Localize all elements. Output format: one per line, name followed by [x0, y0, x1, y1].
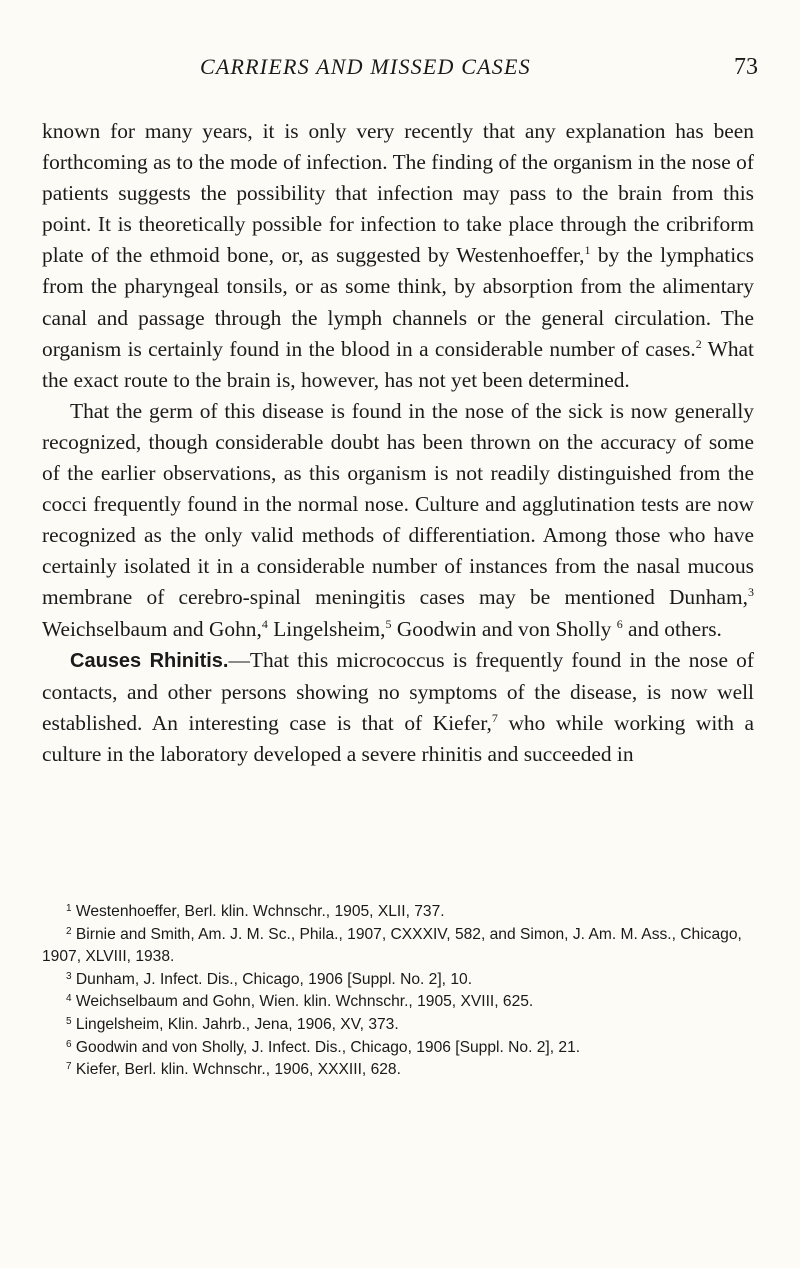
- footnote-ref-5[interactable]: 5: [385, 616, 392, 631]
- footnote-text: Lingelsheim, Klin. Jahrb., Jena, 1906, XV, 373.: [75, 1015, 399, 1033]
- running-head: [0, 54, 800, 84]
- paragraph-text: who while working with a culture in the laboratory developed a severe rhinitis and succeeded in: [42, 710, 755, 766]
- footnote-ref-3[interactable]: 3: [748, 585, 754, 600]
- running-title: CARRIERS AND MISSED CASES: [200, 54, 531, 79]
- footnote-text: Goodwin and von Sholly, J. Infect. Dis., Chicago, 1906 [Suppl. No. 2], 21.: [75, 1038, 581, 1056]
- paragraph-route-of-infection: [42, 116, 754, 396]
- footnote-ref-2[interactable]: 2: [695, 336, 702, 351]
- footnote-mark: 1: [66, 903, 72, 914]
- footnotes: [42, 901, 754, 1082]
- paragraph-text: and others.: [622, 616, 722, 641]
- footnote-mark: 5: [66, 1015, 72, 1027]
- footnote-2: [42, 924, 754, 969]
- paragraph-text: —That this micrococcus is frequently found in the nose of contacts, and other persons showing no symptoms of the disease, is now well established. An interesting case is that of Kiefer,: [42, 647, 754, 735]
- footnote-text: Westenhoeffer, Berl. klin. Wchnschr., 1905, XLII, 737.: [75, 903, 445, 920]
- paragraph-text: Goodwin and von Sholly: [391, 616, 617, 641]
- paragraph-text: That the germ of this disease is found in the nose of the sick is now generally recognized, though considerable doubt has been thrown on the accuracy of some of the earlier observations, as this organism is not readily distinguished from the cocci frequently found in the normal nose. Culture and agglutination tests are now recognized as the only valid methods of differentiation. Among those who have certainly isolated it in a considerable number of instances from the nasal mucous membrane of cerebro-spinal meningitis cases may be mentioned Dunham,: [42, 398, 754, 610]
- paragraph-text: known for many years, it is only very recently that any explanation has been forthcoming as to the mode of infection. The finding of the organism in the nose of patients suggests the possibility that infection may pass to the brain from this point. It is theoretically possible for infection to take place through the cribriform plate of the ethmoid bone, or, as suggested by Westenhoeffer,: [42, 119, 754, 268]
- footnote-ref-4[interactable]: 4: [261, 616, 268, 631]
- footnote-1: [42, 901, 754, 924]
- footnote-text: Birnie and Smith, Am. J. M. Sc., Phila., 1907, CXXXIV, 582, and Simon, J. Am. M. Ass., Chicago, 1907, XLVIII, 1938.: [42, 925, 742, 966]
- footnote-text: Dunham, J. Infect. Dis., Chicago, 1906 [Suppl. No. 2], 10.: [75, 970, 473, 988]
- section-heading: Causes Rhinitis.: [70, 649, 229, 672]
- paragraph-text: What the exact route to the brain is, however, has not yet been determined.: [42, 336, 754, 392]
- paragraph-text: by the lymphatics from the pharyngeal tonsils, or as some think, by absorption from the alimentary canal and passage through the lymph channels or the general circulation. The organism is certainly found in the blood in a considerable number of cases.: [42, 243, 754, 361]
- footnote-mark: 3: [66, 970, 72, 982]
- footnote-text: Weichselbaum and Gohn, Wien. klin. Wchnschr., 1905, XVIII, 625.: [75, 993, 534, 1011]
- footnote-mark: 6: [66, 1038, 72, 1050]
- footnote-ref-1[interactable]: 1: [584, 243, 591, 258]
- body-text: [42, 116, 754, 770]
- footnote-3: [42, 969, 754, 992]
- footnote-6: [42, 1037, 754, 1060]
- footnote-mark: 4: [66, 993, 72, 1005]
- footnote-5: [42, 1014, 754, 1037]
- footnote-4: [42, 991, 754, 1014]
- footnote-mark: 2: [66, 925, 72, 937]
- paragraph-causes-rhinitis: [42, 645, 754, 770]
- footnote-ref-6[interactable]: 6: [616, 616, 623, 631]
- page-number: 73: [734, 54, 758, 80]
- footnote-7: [42, 1059, 754, 1082]
- paragraph-germ-in-nose: [42, 396, 754, 645]
- footnote-ref-7[interactable]: 7: [491, 710, 498, 725]
- footnote-mark: 7: [66, 1061, 72, 1073]
- paragraph-text: Lingelsheim,: [267, 616, 386, 641]
- paragraph-text: Weichselbaum and Gohn,: [42, 616, 262, 641]
- footnote-text: Kiefer, Berl. klin. Wchnschr., 1906, XXXIII, 628.: [75, 1061, 401, 1079]
